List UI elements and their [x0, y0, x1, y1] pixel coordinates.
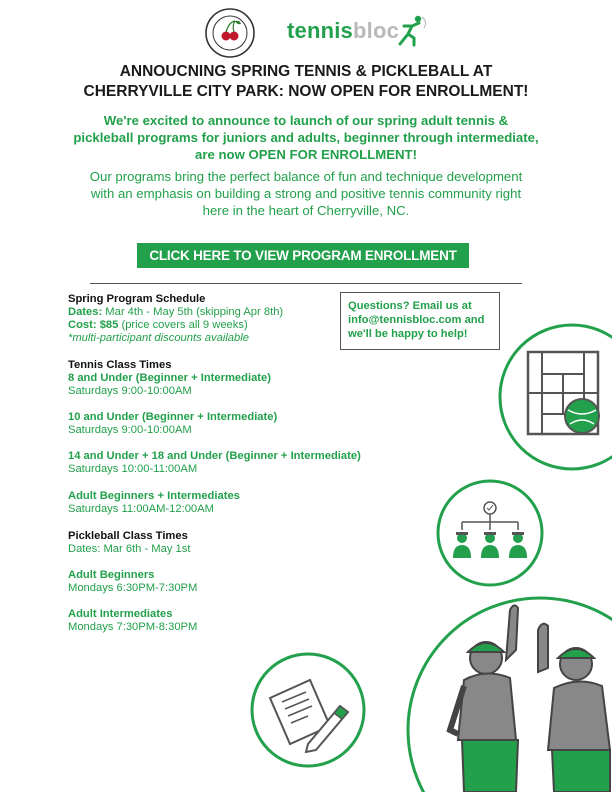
- dates-value: Mar 4th - May 5th (skipping Apr 8th): [102, 306, 284, 318]
- view-enrollment-button[interactable]: CLICK HERE TO VIEW PROGRAM ENROLLMENT: [137, 243, 469, 268]
- headline-line1: ANNOUCNING SPRING TENNIS & PICKLEBALL AT: [119, 63, 493, 80]
- tennis-court-icon: [492, 322, 612, 472]
- pickleball-class-name: Adult Beginners: [68, 569, 155, 581]
- pickleball-class-name: Adult Intermediates: [68, 608, 173, 620]
- dates-label: Dates:: [68, 306, 103, 318]
- body-line1: Our programs bring the perfect balance of fun and technique development: [89, 169, 523, 184]
- pickleball-class-time: Mondays 7:30PM-8:30PM: [68, 621, 198, 633]
- schedule-cost: [68, 319, 248, 332]
- body-line2: with an emphasis on building a strong and positive tennis community right: [90, 186, 522, 201]
- tennisbloc-logo: [287, 18, 399, 44]
- celebrating-players-illustration: [398, 590, 612, 792]
- pickleball-heading: Pickleball Class Times: [68, 530, 188, 542]
- questions-box: [340, 292, 500, 350]
- tennis-class-time: Saturdays 9:00-10:00AM: [68, 385, 192, 397]
- body-line3: here in the heart of Cherryville, NC.: [202, 203, 410, 218]
- cost-label: Cost: $85: [68, 319, 119, 331]
- headline-line2: CHERRYVILLE CITY PARK: NOW OPEN FOR ENROLLMENT!: [83, 83, 529, 100]
- tennis-heading: Tennis Class Times: [68, 359, 172, 371]
- questions-line3: we'll be happy to help!: [348, 328, 468, 340]
- intro-line3: are now OPEN FOR ENROLLMENT!: [195, 147, 417, 162]
- divider: [90, 283, 522, 284]
- brand-part2: bloc: [353, 18, 400, 43]
- tennis-class-name: 14 and Under + 18 and Under (Beginner + Intermediate): [68, 450, 361, 462]
- tennis-class-time: Saturdays 9:00-10:00AM: [68, 424, 192, 436]
- intro-line2: pickleball programs for juniors and adults, beginner through intermediate,: [73, 130, 539, 145]
- document-pencil-icon: [248, 650, 368, 770]
- city-seal-logo: [205, 8, 255, 58]
- cost-value: (price covers all 9 weeks): [118, 319, 248, 331]
- tennis-class-name: 10 and Under (Beginner + Intermediate): [68, 411, 278, 423]
- questions-line2[interactable]: info@tennisbloc.com and: [348, 314, 485, 326]
- pickleball-class-time: Mondays 6:30PM-7:30PM: [68, 582, 198, 594]
- tennis-class-name: Adult Beginners + Intermediates: [68, 490, 240, 502]
- tennisbloc-figure-icon: [392, 14, 428, 48]
- schedule-dates: [68, 306, 283, 319]
- brand-part1: tennis: [287, 18, 353, 43]
- tennis-class-time: Saturdays 11:00AM-12:00AM: [68, 503, 214, 515]
- tennis-class-time: Saturdays 10:00-11:00AM: [68, 463, 198, 475]
- team-org-icon: [435, 478, 545, 588]
- tennis-class-name: 8 and Under (Beginner + Intermediate): [68, 372, 271, 384]
- intro-line1: We're excited to announce to launch of our spring adult tennis &: [103, 113, 509, 128]
- schedule-title: Spring Program Schedule: [68, 293, 206, 305]
- questions-line1: Questions? Email us at: [348, 300, 472, 312]
- discount-note: *multi-participant discounts available: [68, 332, 249, 344]
- pickleball-dates: Dates: Mar 6th - May 1st: [68, 543, 191, 555]
